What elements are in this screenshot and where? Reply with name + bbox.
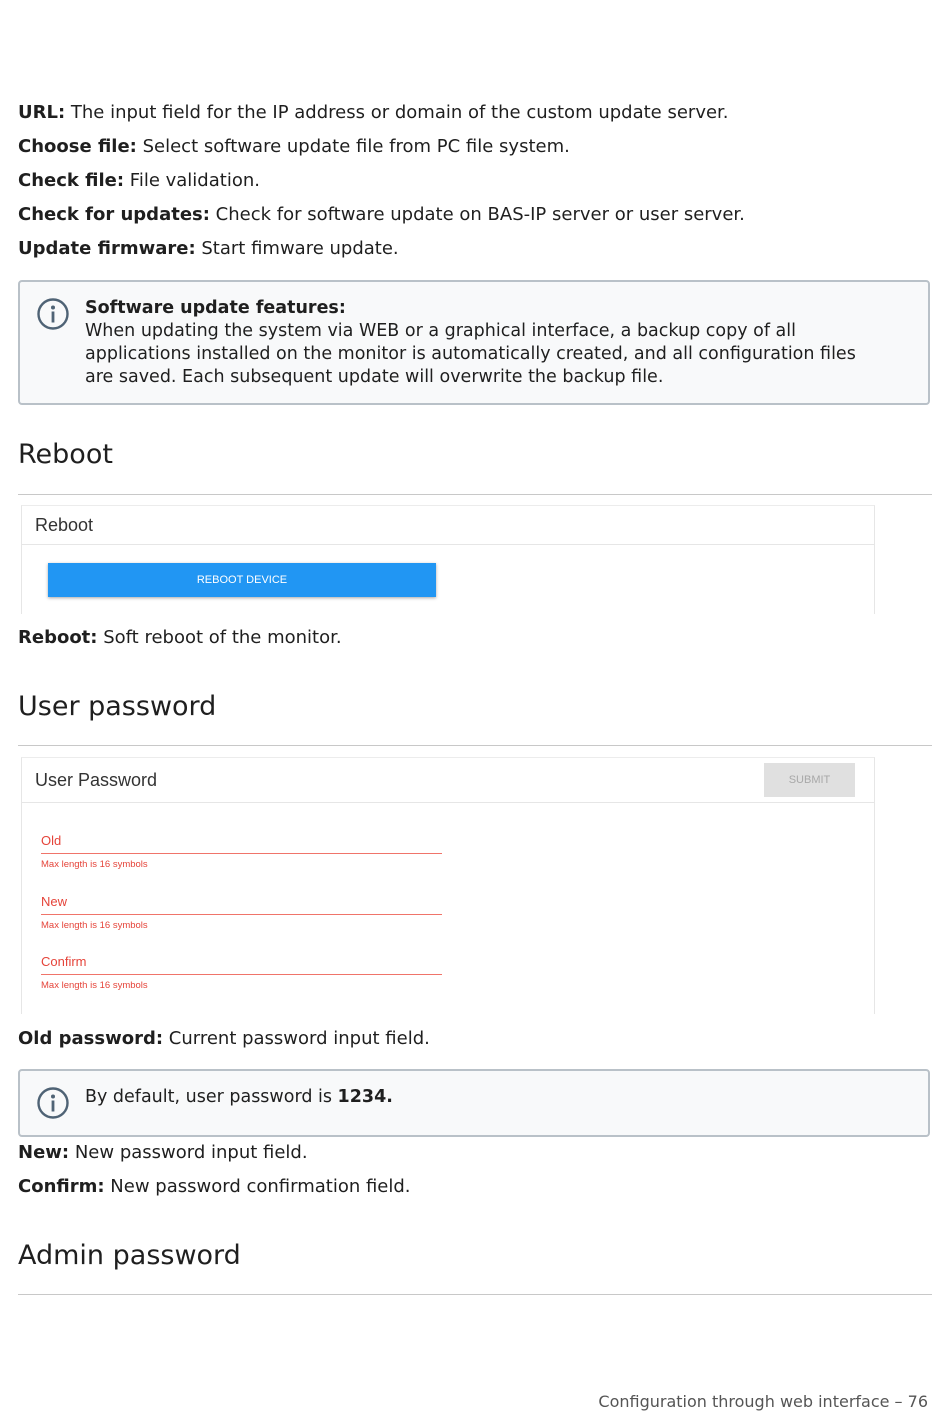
definition-confirm: Confirm: New password confirmation field. bbox=[18, 1176, 411, 1197]
section-divider bbox=[18, 494, 932, 495]
heading-user-password: User password bbox=[18, 691, 217, 722]
definition-reboot: Reboot: Soft reboot of the monitor. bbox=[18, 627, 342, 648]
definition-old-password: Old password: Current password input field. bbox=[18, 1028, 430, 1049]
heading-admin-password: Admin password bbox=[18, 1240, 241, 1271]
note-line: are saved. Each subsequent update will overwrite the backup file. bbox=[85, 367, 664, 387]
note-text: By default, user password is bbox=[85, 1087, 338, 1107]
submit-button[interactable]: SUBMIT bbox=[764, 763, 855, 797]
field-label: Confirm bbox=[41, 954, 87, 969]
heading-reboot: Reboot bbox=[18, 439, 113, 470]
page-footer: Configuration through web interface – 76 bbox=[598, 1392, 928, 1411]
section-divider bbox=[18, 745, 932, 746]
info-circle-icon bbox=[36, 297, 70, 331]
panel-divider bbox=[22, 544, 874, 545]
note-line: applications installed on the monitor is automatically created, and all configuration files bbox=[85, 344, 856, 364]
definition-update-firmware: Update firmware: Start fimware update. bbox=[18, 238, 399, 259]
field-underline bbox=[41, 914, 442, 915]
section-divider bbox=[18, 1294, 932, 1295]
note-title: Software update features: bbox=[85, 298, 346, 318]
definition-check-for-updates: Check for updates: Check for software update on BAS-IP server or user server. bbox=[18, 204, 745, 225]
field-label: Old bbox=[41, 833, 62, 848]
note-line: When updating the system via WEB or a graphical interface, a backup copy of all bbox=[85, 321, 796, 341]
default-password-value: 1234. bbox=[337, 1087, 393, 1107]
panel-divider bbox=[22, 802, 874, 803]
field-underline bbox=[41, 974, 442, 975]
field-hint: Max length is 16 symbols bbox=[41, 859, 148, 870]
panel-title: User Password bbox=[35, 770, 158, 790]
user-password-panel bbox=[21, 757, 875, 1014]
note-software-update bbox=[18, 280, 930, 405]
reboot-panel bbox=[21, 505, 875, 614]
field-hint: Max length is 16 symbols bbox=[41, 920, 148, 931]
reboot-device-button[interactable]: REBOOT DEVICE bbox=[48, 563, 436, 597]
definition-url: URL: The input field for the IP address or domain of the custom update server. bbox=[18, 102, 729, 123]
note-default-password bbox=[18, 1069, 930, 1137]
panel-title: Reboot bbox=[35, 515, 94, 535]
definition-new: New: New password input field. bbox=[18, 1142, 308, 1163]
definition-check-file: Check file: File validation. bbox=[18, 170, 260, 191]
field-underline bbox=[41, 853, 442, 854]
definition-choose-file: Choose file: Select software update file from PC file system. bbox=[18, 136, 570, 157]
field-label: New bbox=[41, 894, 68, 909]
field-hint: Max length is 16 symbols bbox=[41, 980, 148, 991]
info-circle-icon bbox=[36, 1086, 70, 1120]
